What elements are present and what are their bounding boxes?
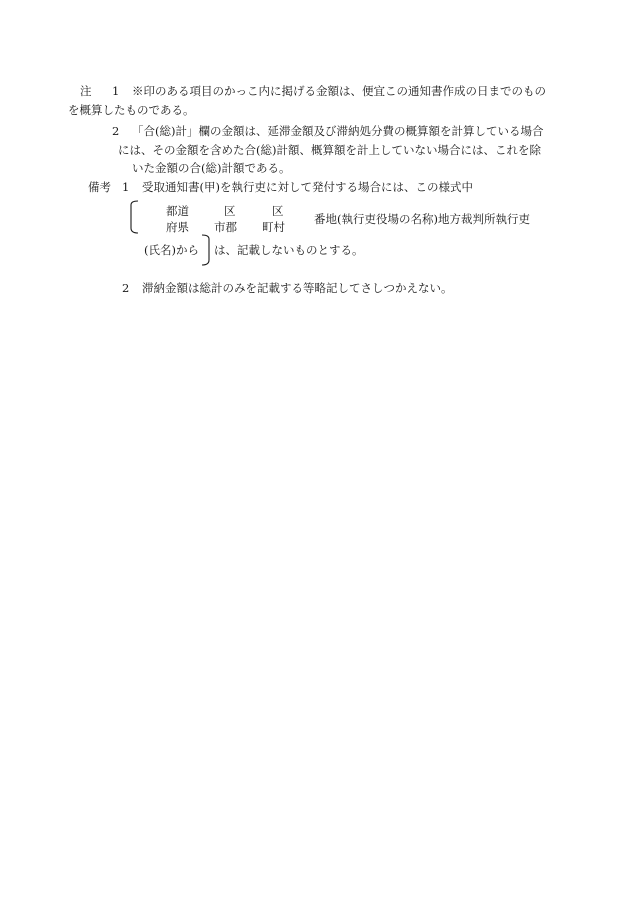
address-shigun: 市郡 [214,220,237,234]
remark-1-number: 1 [122,180,130,194]
note-2-number: 2 [112,124,120,138]
note-2-line-3: いた金額の合(総)計額である。 [132,161,291,175]
remark-1-tail: は、記載しないものとする。 [214,243,364,257]
note-1-line-1: ※印のある項目のかっこ内に掲げる金額は、便宜この通知書作成の日までのもの [132,84,546,98]
address-ku-2: 区 [272,204,284,218]
remark-1-line-1: 受取通知書(甲)を執行吏に対して発付する場合には、この様式中 [142,180,473,194]
address-tail: 番地(執行吏役場の名称)地方裁判所執行吏 [314,212,530,226]
remark-2-line-1: 滞納金額は総計のみを記載する等略記してさしつかえない。 [142,281,453,295]
address-todofuken-top: 都道 [166,204,189,218]
remark-2-number: 2 [122,281,130,295]
address-chouson: 町村 [262,220,285,234]
remark-1-name: (氏名)から [144,243,199,257]
note-1-number: 1 [112,84,120,98]
address-ku-1: 区 [224,204,236,218]
note-1-line-2: を概算したものである。 [68,103,195,117]
right-brace-icon [200,234,212,266]
note-2-line-2: には、その金額を含めた合(総)計額、概算額を計上していない場合には、これを除 [118,143,541,157]
left-brace-icon [128,200,140,234]
notes-label: 注 [80,84,92,98]
note-2-line-1: 「合(総)計」欄の金額は、延滞金額及び滞納処分費の概算額を計算している場合 [132,124,544,138]
remarks-label: 備考 [88,180,111,194]
address-todofuken-bottom: 府県 [166,220,189,234]
